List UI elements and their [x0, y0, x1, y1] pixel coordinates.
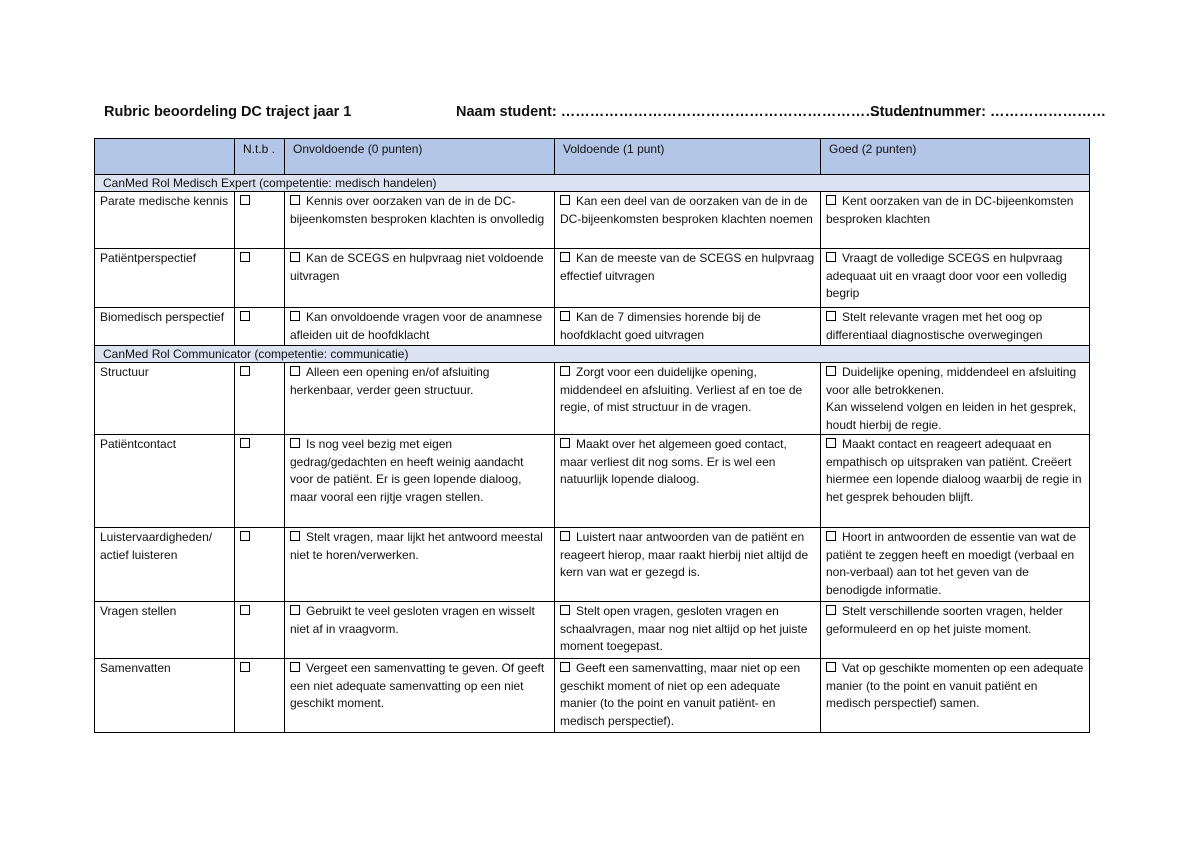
checkbox[interactable]	[560, 311, 570, 321]
goed-text: Stelt relevante vragen met het oog op differentiaal diagnostische overwegingen	[826, 310, 1043, 342]
criterion-label: Samenvatten	[95, 659, 235, 733]
checkbox[interactable]	[560, 366, 570, 376]
checkbox[interactable]	[826, 195, 836, 205]
goed-cell	[821, 192, 1090, 249]
voldoende-text: Luistert naar antwoorden van de patiënt en reageert hierop, maar raakt hierbij niet altijd de kern van wat er gezegd is.	[560, 530, 809, 579]
section-title-medisch-expert: CanMed Rol Medisch Expert (competentie: medisch handelen)	[95, 175, 1090, 192]
goed-cell	[821, 602, 1090, 659]
goed-cell	[821, 435, 1090, 528]
checkbox[interactable]	[560, 195, 570, 205]
goed-text: Vraagt de volledige SCEGS en hulpvraag adequaat uit en vraagt door voor een volledig begrip	[826, 251, 1067, 300]
checkbox[interactable]	[826, 531, 836, 541]
rubric-table	[94, 138, 1090, 733]
checkbox[interactable]	[560, 662, 570, 672]
voldoende-cell	[555, 249, 821, 308]
checkbox[interactable]	[290, 531, 300, 541]
checkbox[interactable]	[240, 438, 250, 448]
voldoende-cell	[555, 363, 821, 435]
ntb-cell	[235, 602, 285, 659]
checkbox[interactable]	[290, 438, 300, 448]
onvoldoende-cell	[285, 602, 555, 659]
ntb-cell	[235, 249, 285, 308]
ntb-cell	[235, 192, 285, 249]
goed-text: Kent oorzaken van de in DC-bijeenkomsten besproken klachten	[826, 194, 1074, 226]
checkbox[interactable]	[290, 195, 300, 205]
voldoende-text: Maakt over het algemeen goed contact, maar verliest dit nog soms. Er is wel een natuurlijk lopende dialoog.	[560, 437, 787, 486]
checkbox[interactable]	[290, 605, 300, 615]
voldoende-text: Kan de meeste van de SCEGS en hulpvraag effectief uitvragen	[560, 251, 815, 283]
table-row	[95, 528, 1090, 602]
voldoende-cell	[555, 435, 821, 528]
onvoldoende-text: Kan onvoldoende vragen voor de anamnese afleiden uit de hoofdklacht	[290, 310, 543, 342]
voldoende-cell	[555, 192, 821, 249]
ntb-cell	[235, 435, 285, 528]
goed-text: Vat op geschikte momenten op een adequate manier (to the point en vanuit patiënt en medisch perspectief) samen.	[826, 661, 1084, 710]
goed-text: Duidelijke opening, middendeel en afsluiting voor alle betrokkenen.	[826, 365, 1077, 397]
criterion-label: Structuur	[95, 363, 235, 435]
onvoldoende-cell	[285, 528, 555, 602]
criterion-label: Patiëntcontact	[95, 435, 235, 528]
voldoende-text: Kan de 7 dimensies horende bij de hoofdklacht goed uitvragen	[560, 310, 761, 342]
table-row	[95, 602, 1090, 659]
header-onvoldoende: Onvoldoende (0 punten)	[285, 139, 555, 175]
voldoende-cell	[555, 528, 821, 602]
onvoldoende-text: Gebruikt te veel gesloten vragen en wisselt niet af in vraagvorm.	[290, 604, 535, 636]
onvoldoende-cell	[285, 363, 555, 435]
onvoldoende-text: Is nog veel bezig met eigen gedrag/gedachten en heeft weinig aandacht voor de patiënt. Er is geen lopende dialoog, maar vooral een rijtje vragen stellen.	[290, 437, 524, 504]
checkbox[interactable]	[240, 311, 250, 321]
table-row	[95, 659, 1090, 733]
checkbox[interactable]	[240, 662, 250, 672]
onvoldoende-text: Stelt vragen, maar lijkt het antwoord meestal niet te horen/verwerken.	[290, 530, 543, 562]
criterion-label: Patiëntperspectief	[95, 249, 235, 308]
goed-cell	[821, 249, 1090, 308]
student-number-field[interactable]: Studentnummer: ……………………	[870, 104, 1107, 120]
goed-cell	[821, 528, 1090, 602]
table-row	[95, 363, 1090, 435]
checkbox[interactable]	[826, 366, 836, 376]
voldoende-text: Geeft een samenvatting, maar niet op een geschikt moment of niet op een adequate manier (to the point en vanuit patiënt- en medisch perspectief).	[560, 661, 801, 728]
goed-cell	[821, 308, 1090, 346]
goed-cell	[821, 659, 1090, 733]
onvoldoende-cell	[285, 659, 555, 733]
goed-text: Hoort in antwoorden de essentie van wat de patiënt te zeggen heeft en moedigt (verbaal en non-verbaal) aan tot het geven van de benodigde informatie.	[826, 530, 1077, 597]
document-header	[104, 104, 1107, 126]
checkbox[interactable]	[240, 531, 250, 541]
onvoldoende-text: Kan de SCEGS en hulpvraag niet voldoende uitvragen	[290, 251, 544, 283]
checkbox[interactable]	[560, 438, 570, 448]
section-row	[95, 175, 1090, 192]
checkbox[interactable]	[290, 662, 300, 672]
onvoldoende-text: Alleen een opening en/of afsluiting herkenbaar, verder geen structuur.	[290, 365, 490, 397]
ntb-cell	[235, 659, 285, 733]
checkbox[interactable]	[560, 531, 570, 541]
goed-text: Maakt contact en reageert adequaat en empathisch op uitspraken van patiënt. Creëert hiermee een lopende dialoog waarbij de regie in het gesprek behouden blijft.	[826, 437, 1082, 504]
checkbox[interactable]	[290, 252, 300, 262]
onvoldoende-cell	[285, 249, 555, 308]
onvoldoende-text: Kennis over oorzaken van de in de DC-bijeenkomsten besproken klachten is onvolledig	[290, 194, 545, 226]
checkbox[interactable]	[290, 311, 300, 321]
header-voldoende: Voldoende (1 punt)	[555, 139, 821, 175]
checkbox[interactable]	[560, 252, 570, 262]
voldoende-cell	[555, 659, 821, 733]
voldoende-cell	[555, 308, 821, 346]
onvoldoende-text: Vergeet een samenvatting te geven. Of geeft een niet adequate samenvatting op een niet geschikt moment.	[290, 661, 545, 710]
checkbox[interactable]	[290, 366, 300, 376]
criterion-label: Parate medische kennis	[95, 192, 235, 249]
criterion-label: Luistervaardigheden/ actief luisteren	[95, 528, 235, 602]
table-header-row	[95, 139, 1090, 175]
checkbox[interactable]	[826, 252, 836, 262]
voldoende-text: Stelt open vragen, gesloten vragen en schaalvragen, maar nog niet altijd op het juiste moment toegepast.	[560, 604, 808, 653]
onvoldoende-cell	[285, 435, 555, 528]
ntb-cell	[235, 308, 285, 346]
criterion-label: Vragen stellen	[95, 602, 235, 659]
ntb-cell	[235, 363, 285, 435]
goed-text: Stelt verschillende soorten vragen, helder geformuleerd en op het juiste moment.	[826, 604, 1063, 636]
onvoldoende-cell	[285, 192, 555, 249]
voldoende-cell	[555, 602, 821, 659]
checkbox[interactable]	[560, 605, 570, 615]
section-title-communicator: CanMed Rol Communicator (competentie: communicatie)	[95, 346, 1090, 363]
checkbox[interactable]	[826, 605, 836, 615]
table-row	[95, 192, 1090, 249]
table-row	[95, 435, 1090, 528]
document-title: Rubric beoordeling DC traject jaar 1	[104, 104, 352, 120]
header-goed: Goed (2 punten)	[821, 139, 1090, 175]
header-criterion	[95, 139, 235, 175]
ntb-cell	[235, 528, 285, 602]
checkbox[interactable]	[826, 662, 836, 672]
criterion-label: Biomedisch perspectief	[95, 308, 235, 346]
checkbox[interactable]	[240, 605, 250, 615]
goed-text-extra: Kan wisselend volgen en leiden in het gesprek, houdt hierbij de regie.	[826, 400, 1077, 432]
checkbox[interactable]	[240, 252, 250, 262]
section-row	[95, 346, 1090, 363]
goed-cell	[821, 363, 1090, 435]
voldoende-text: Zorgt voor een duidelijke opening, middendeel en afsluiting. Verliest af en toe de regie, of mist structuur in de vragen.	[560, 365, 803, 414]
checkbox[interactable]	[826, 438, 836, 448]
table-row	[95, 308, 1090, 346]
onvoldoende-cell	[285, 308, 555, 346]
header-ntb: N.t.b .	[235, 139, 285, 175]
voldoende-text: Kan een deel van de oorzaken van de in de DC-bijeenkomsten besproken klachten noemen	[560, 194, 813, 226]
checkbox[interactable]	[240, 366, 250, 376]
table-row	[95, 249, 1090, 308]
student-name-field[interactable]: Naam student: …………………………………………………………………	[456, 104, 924, 120]
checkbox[interactable]	[240, 195, 250, 205]
checkbox[interactable]	[826, 311, 836, 321]
